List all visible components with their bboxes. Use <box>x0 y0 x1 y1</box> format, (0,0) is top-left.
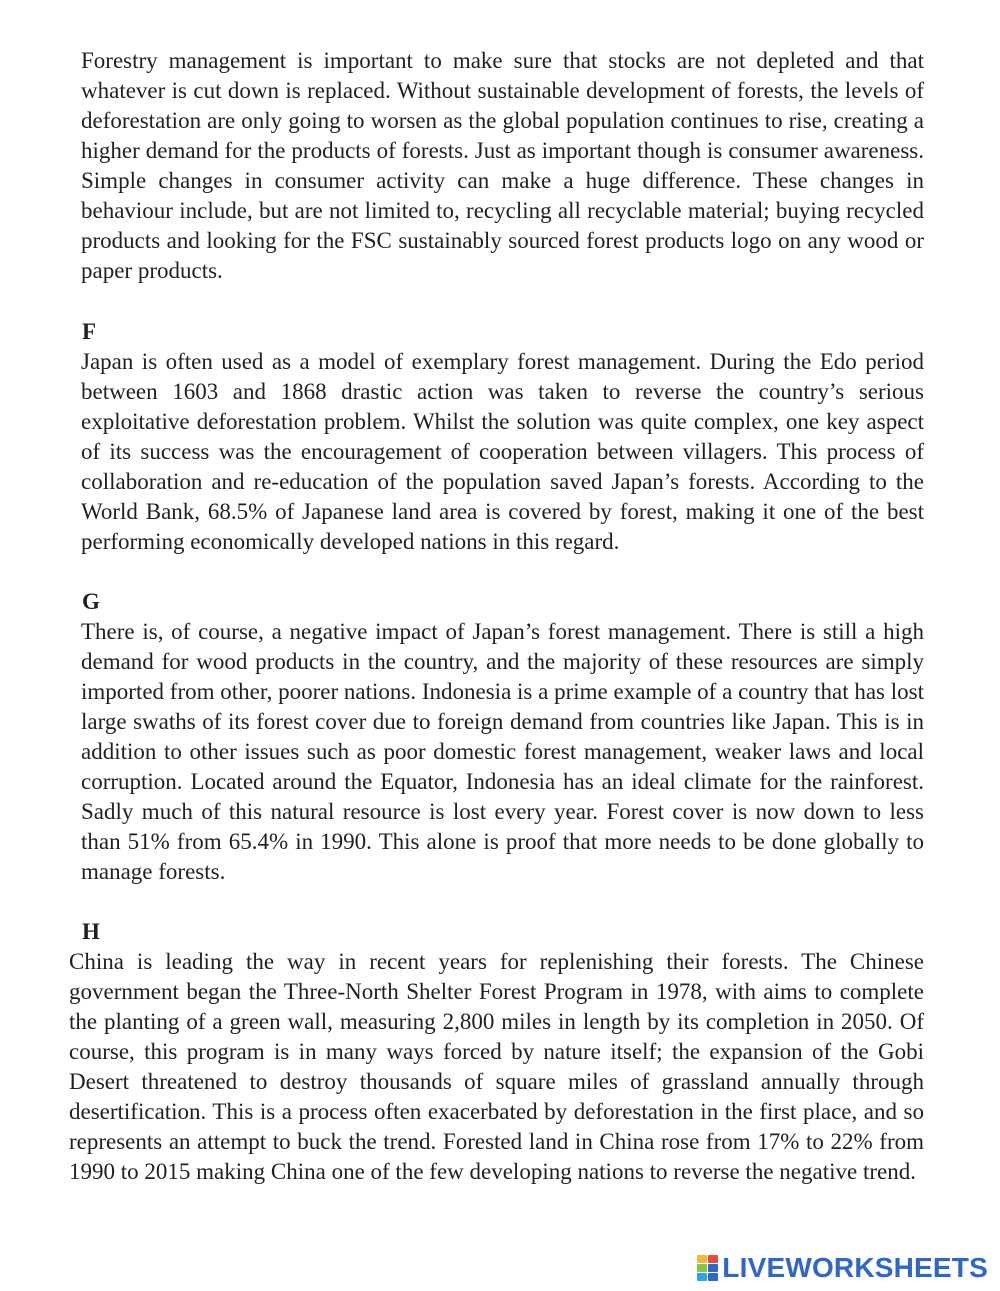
section-heading-g: G <box>82 589 100 614</box>
paragraph-h-text: China is leading the way in recent years for replenishing their forests. The Chinese government began the Three-North Shelter Forest Program in 1978, with aims to complete the planting of a green wall, measuring 2,800 miles in length by its completion in 2050. Of course, this program is in many ways forced by nature itself; the expansion of the Gobi Desert threatened to destroy thousands of square miles of grassland annually through desertification. This is a process often exacerbated by deforestation in the first place, and so represents an attempt to buck the trend. Forested land in China rose from 17% to 22% from 1990 to 2015 making China one of the few developing nations to reverse the negative trend. <box>69 949 924 1184</box>
liveworksheets-logo-icon <box>697 1255 719 1281</box>
liveworksheets-watermark <box>697 1253 988 1283</box>
paragraph-f-text: Japan is often used as a model of exemplary forest management. During the Edo period between 1603 and 1868 drastic action was taken to reverse the country’s serious exploitative deforestation problem. Whilst the solution was quite complex, one key aspect of its success was the encouragement of cooperation between villagers. This process of collaboration and re-education of the population saved Japan’s forests. According to the World Bank, 68.5% of Japanese land area is covered by forest, making it one of the best performing economically developed nations in this regard. <box>81 349 924 554</box>
paragraph-g-text: There is, of course, a negative impact of Japan’s forest management. There is still a high demand for wood products in the country, and the majority of these resources are simply imported from other, poorer nations. Indonesia is a prime example of a country that has lost large swaths of its forest cover due to foreign demand from countries like Japan. This is in addition to other issues such as poor domestic forest management, weaker laws and local corruption. Located around the Equator, Indonesia has an ideal climate for the rainforest. Sadly much of this natural resource is lost every year. Forest cover is now down to less than 51% from 65.4% in 1990. This alone is proof that more needs to be done globally to manage forests. <box>81 619 924 884</box>
section-heading-f: F <box>82 319 97 344</box>
watermark-text: LIVEWORKSHEETS <box>722 1252 988 1283</box>
section-heading-h: H <box>82 919 100 944</box>
paragraph-e-text: Forestry management is important to make sure that stocks are not depleted and that whatever is cut down is replaced. Without sustainable development of forests, the levels of deforestation are only going to worsen as the global population continues to rise, creating a higher demand for the products of forests. Just as important though is consumer awareness. Simple changes in consumer activity can make a huge difference. These changes in behaviour include, but are not limited to, recycling all recyclable material; buying recycled products and looking for the FSC sustainably sourced forest products logo on any wood or paper products. <box>81 48 924 283</box>
